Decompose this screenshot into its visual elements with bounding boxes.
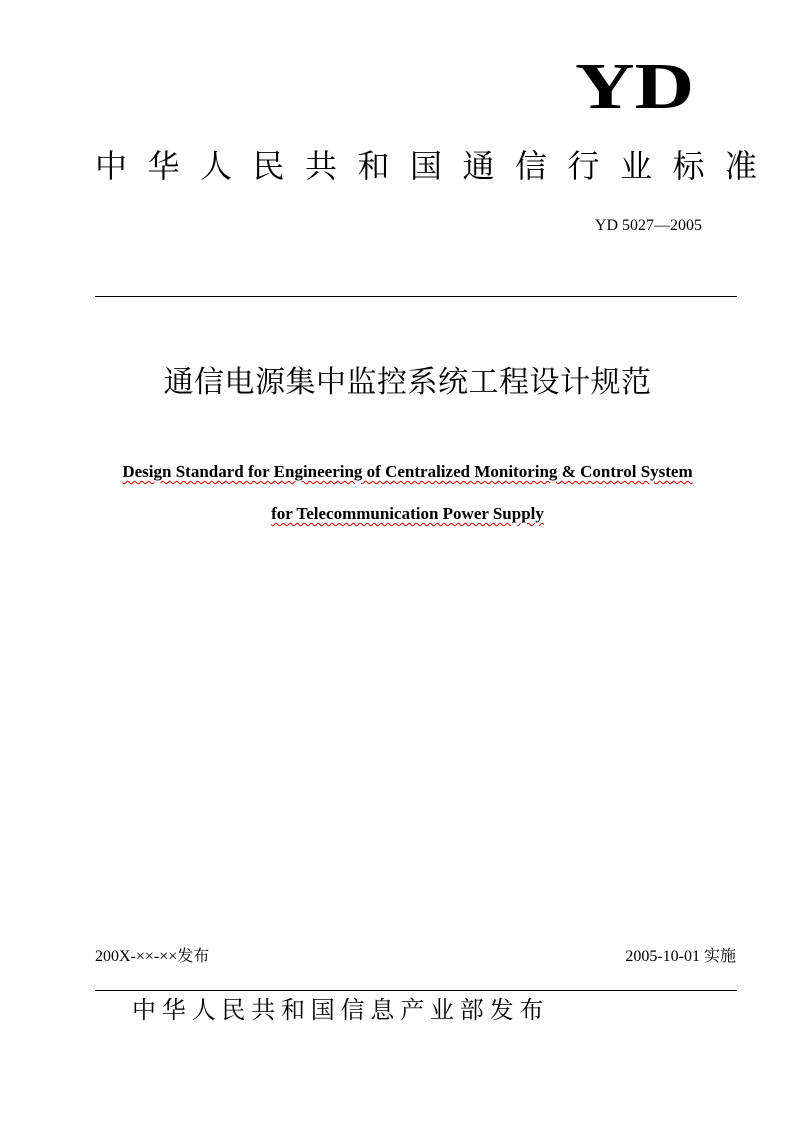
implementation-date: 2005-10-01 实施: [625, 948, 736, 965]
issuing-authority: 中华人民共和国信息产业部发布: [132, 996, 550, 1024]
document-title-english-line-1: [0, 461, 793, 483]
issue-date: 200X-××-××发布: [95, 948, 210, 965]
industry-standard-title: 中华人民共和国通信行业标准: [95, 147, 778, 185]
document-title-chinese: 通信电源集中监控系统工程设计规范: [163, 365, 652, 400]
top-divider: [95, 296, 737, 297]
document-title-english-line-2: [0, 503, 793, 525]
yd-logo: YD: [575, 50, 695, 123]
english-title-text-1: Design Standard for Engineering of Centralized Monitoring & Control System: [122, 462, 693, 481]
english-title-text-2: for Telecommunication Power Supply: [271, 504, 544, 523]
bottom-divider: [95, 990, 737, 991]
standard-number: YD 5027—2005: [594, 217, 702, 234]
